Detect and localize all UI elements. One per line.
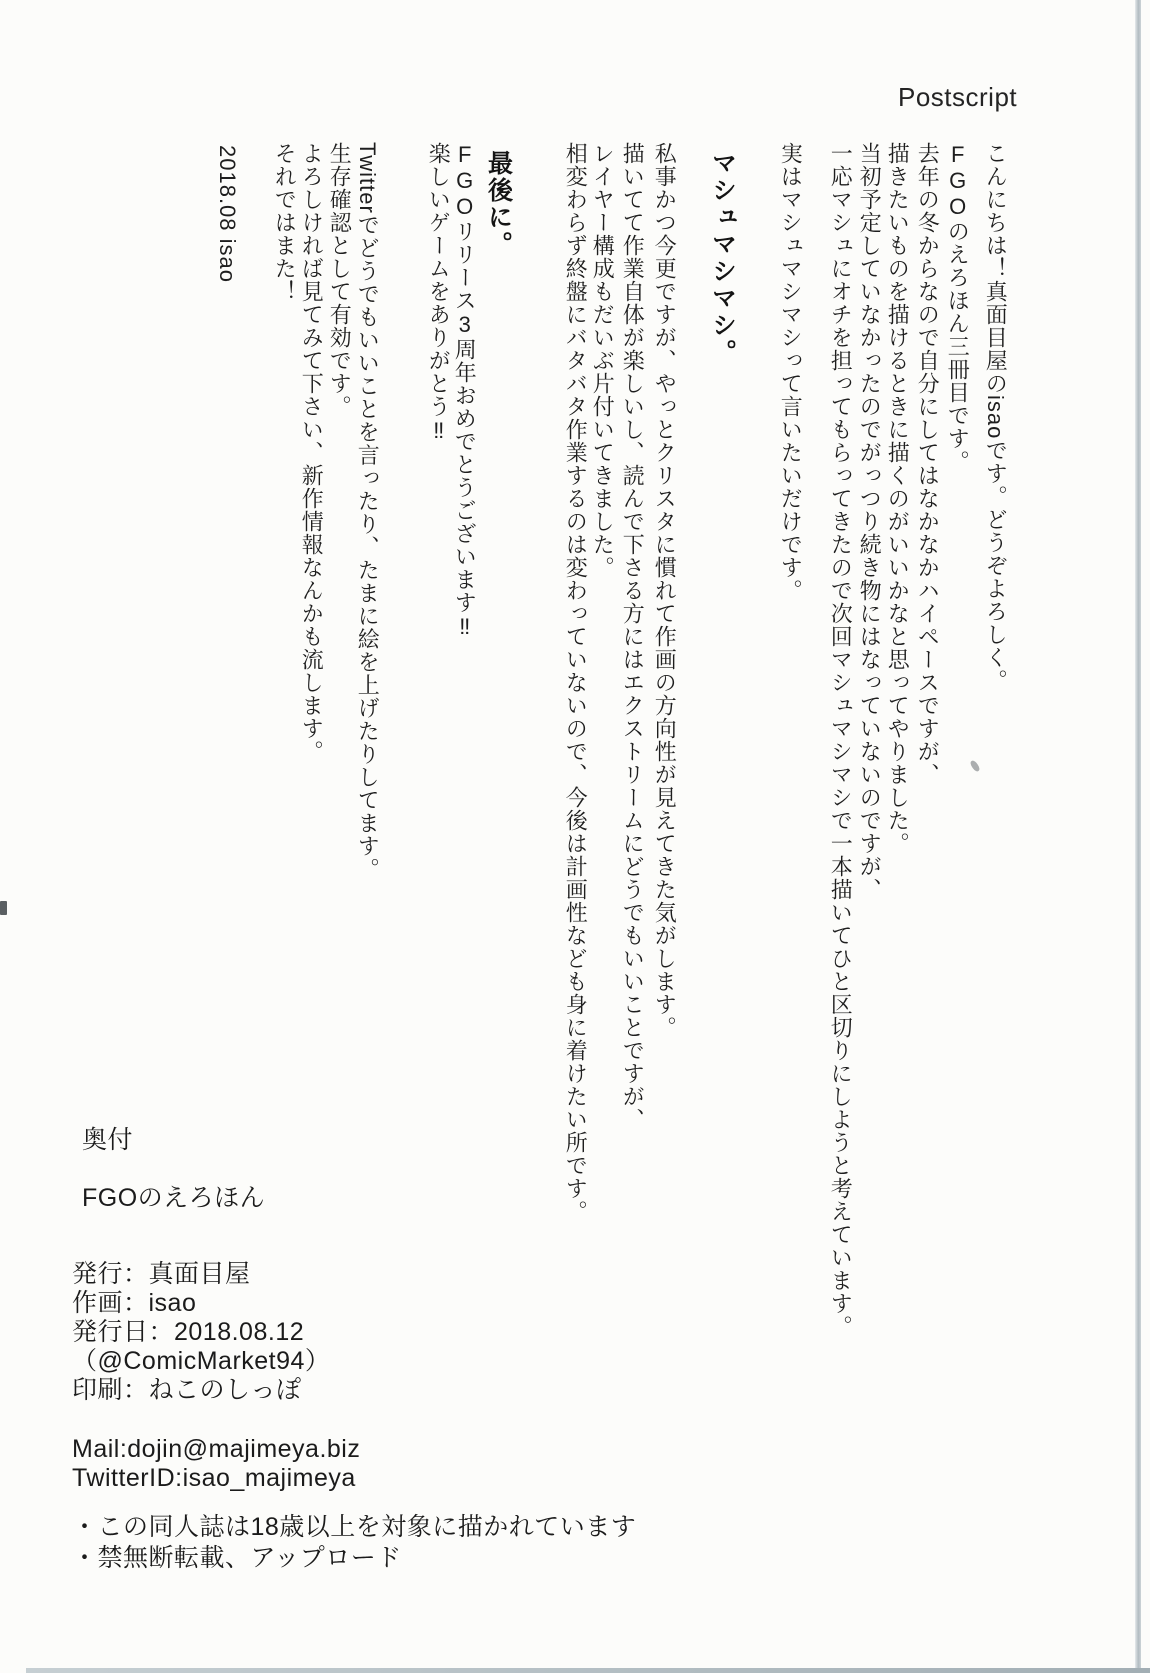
postscript-line: 私事かつ今更ですが、やっとクリスタに慣れて作画の方向性が見えてきた気がします。 bbox=[652, 142, 678, 1039]
colophon-label: 奥付 bbox=[82, 1126, 134, 1154]
postscript-title: Postscript bbox=[898, 82, 1018, 112]
date-line: 発行日：2018.08.12 bbox=[72, 1318, 305, 1346]
postscript-line: こんにちは！真面目屋のisaoです。どうぞよろしく。 bbox=[983, 142, 1009, 693]
postscript-line: Twitterでどうでもいいことを言ったり、たまに絵を上げたりしてます。 bbox=[355, 142, 381, 881]
scan-speck bbox=[969, 759, 981, 772]
artist-line: 作画：isao bbox=[72, 1289, 197, 1317]
publication-info bbox=[72, 1260, 330, 1405]
postscript-line: 一応マシュにオチを担ってもらってきたので次回マシュマシマシで一本描いてひと区切りにしようと考えています。 bbox=[828, 142, 854, 1338]
publisher-line: 発行：真面目屋 bbox=[72, 1260, 251, 1288]
scan-edge-right bbox=[1135, 0, 1141, 1673]
mail-line: Mail:dojin@majimeya.biz bbox=[72, 1435, 361, 1463]
postscript-line: 描いてて作業自体が楽しいし、読んで下さる方にはエクストリームにどうでもいいことですが、 bbox=[620, 142, 646, 1131]
scan-edge-bottom bbox=[26, 1668, 1150, 1673]
postscript-line: FGOのえろほん三冊目です。 bbox=[945, 142, 971, 473]
postscript-signature: 2018.08 isao bbox=[215, 145, 241, 283]
postscript-line: 楽しいゲームをありがとう‼ bbox=[426, 142, 452, 444]
postscript-line: 去年の冬からなので自分にしてはなかなかハイペースですが、 bbox=[915, 142, 941, 786]
postscript-line: 描きたいものを描けるときに描くのがいいかなと思ってやりました。 bbox=[885, 142, 911, 855]
postscript-subheading: マシュマシマシ。 bbox=[708, 150, 737, 366]
twitter-line: TwitterID:isao_majimeya bbox=[72, 1464, 356, 1492]
scan-speck bbox=[0, 901, 7, 915]
postscript-line: 実はマシュマシマシって言いたいだけです。 bbox=[778, 142, 804, 602]
postscript-line: レイヤー構成もだいぶ片付いてきました。 bbox=[590, 142, 616, 579]
postscript-line: 当初予定していなかったのでがっつり続き物にはなっていないのですが、 bbox=[857, 142, 883, 901]
postscript-line: よろしければ見てみて下さい、新作情報なんかも流します。 bbox=[299, 142, 325, 763]
no-repost-notice: ・禁無断転載、アップロード bbox=[72, 1544, 402, 1572]
postscript-line: FGOリリース3周年おめでとうございます‼ bbox=[452, 142, 478, 640]
notice-list bbox=[72, 1512, 636, 1574]
postscript-line: 生存確認として有効です。 bbox=[327, 142, 353, 418]
age-notice: ・この同人誌は18歳以上を対象に描かれています bbox=[72, 1513, 637, 1541]
printer-line: 印刷：ねこのしっぽ bbox=[72, 1376, 302, 1404]
postscript-line: 相変わらず終盤にバタバタ作業するのは変わっていないので、今後は計画性なども身に着けたい所です。 bbox=[563, 142, 589, 1223]
contact-info bbox=[72, 1435, 360, 1493]
book-title: FGOのえろほん bbox=[82, 1184, 266, 1212]
postscript-subheading: 最後に。 bbox=[484, 150, 513, 258]
postscript-line: それではまた！ bbox=[272, 142, 298, 303]
event-line: （@ComicMarket94） bbox=[72, 1347, 331, 1375]
